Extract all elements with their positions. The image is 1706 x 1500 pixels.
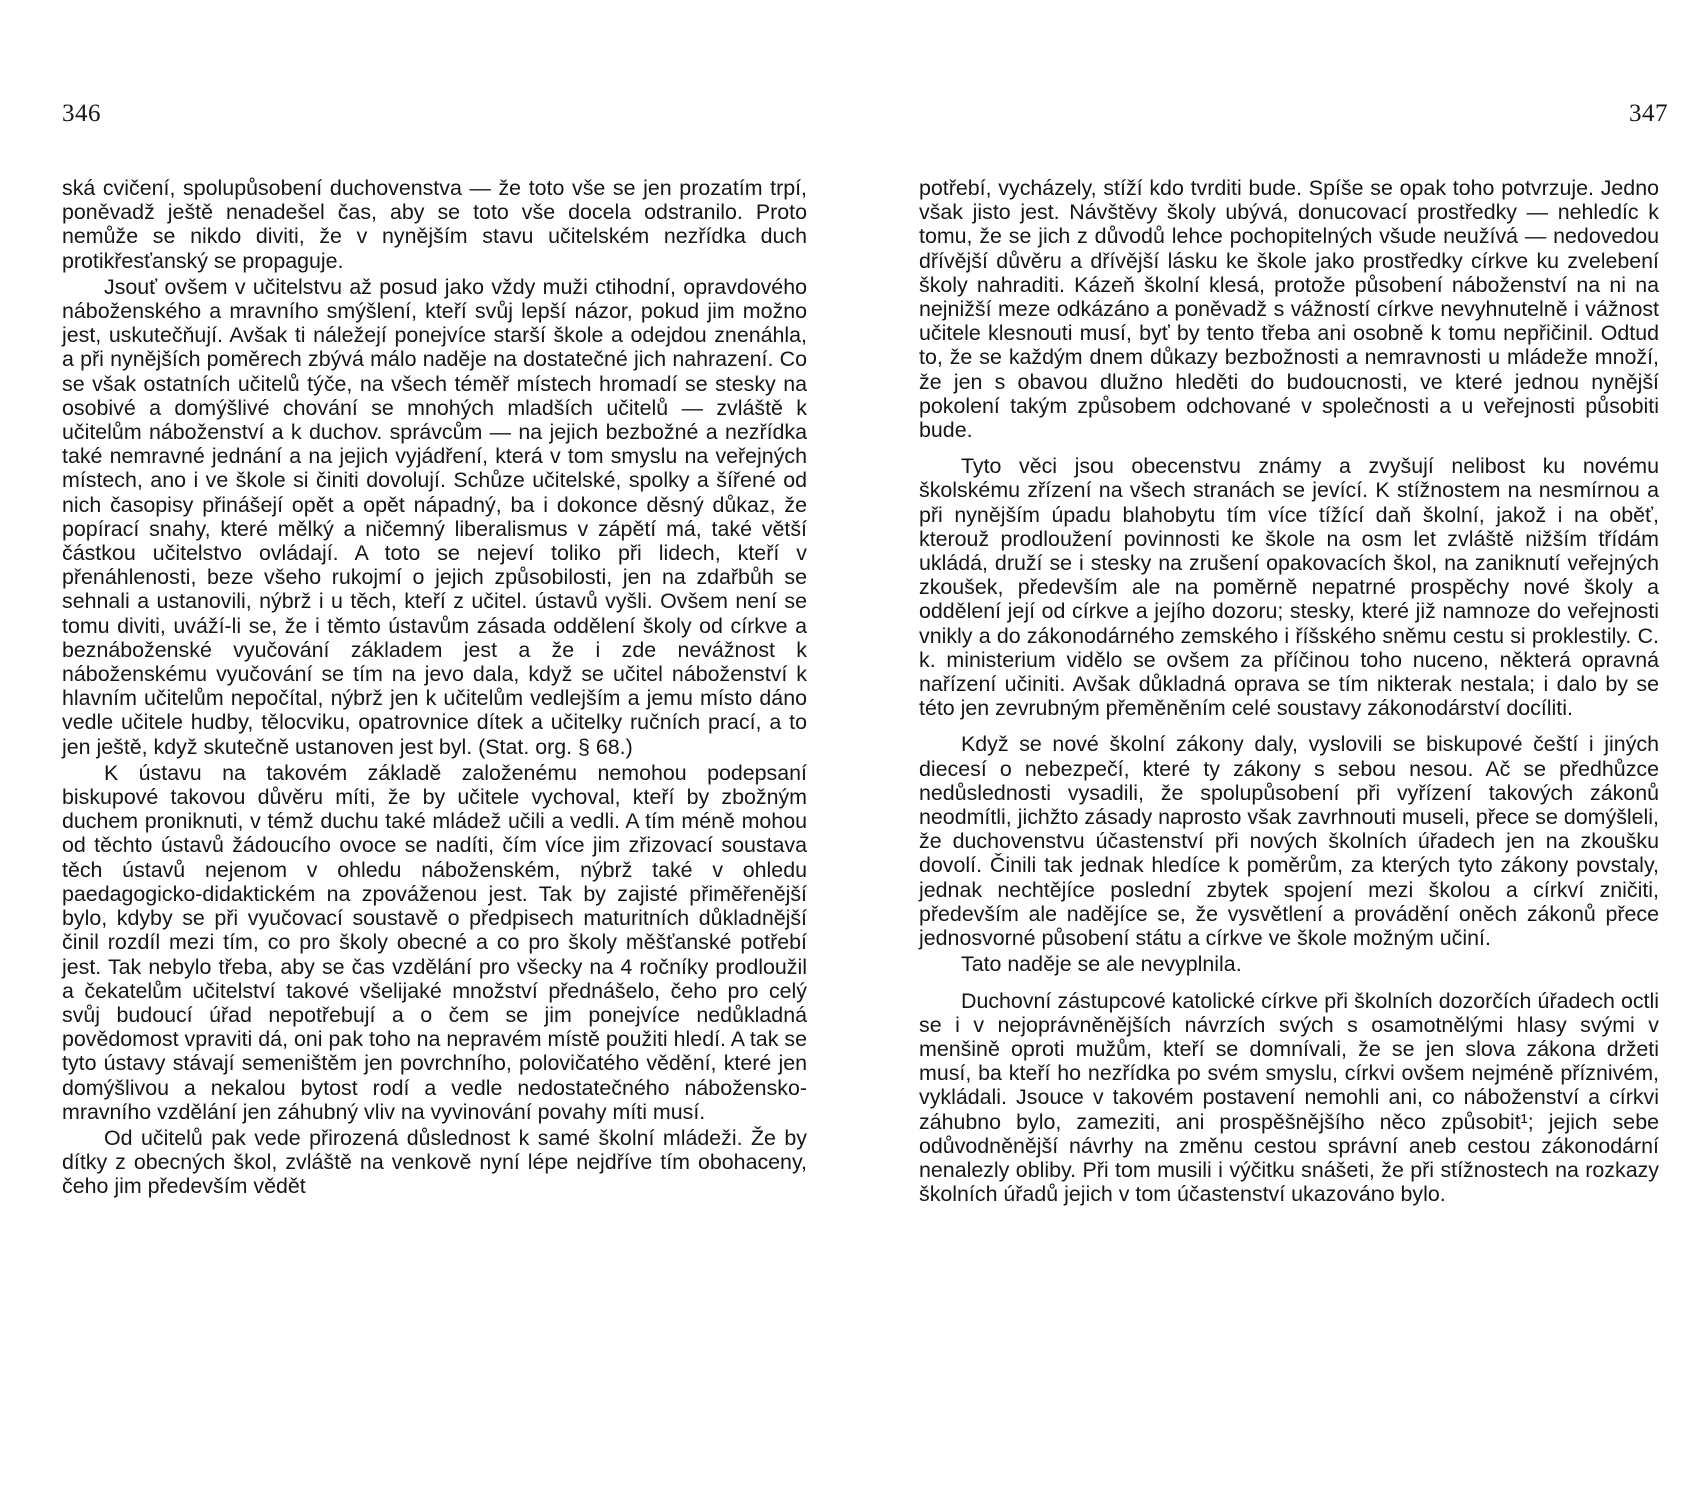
paragraph: Když se nové školní zákony daly, vyslovili se biskupové čeští i jiných diecesí o nebezpečí, které ty zákony s sebou nesou. Ač se předhůzce nedůslednosti vysadili, že spolupůsobení při vyřízení takových zákonů neodmítli, jichžto zásady naprosto však zavrhnouti museli, přece se domýšleli, že duchovenstvu účastenství při nových školních úřadech jen na zkoušku dovolí. Činili tak jednak hledíce k poměrům, za kterých tyto zákony povstaly, jednak nechtějíce poslední zbytek spojení mezi školou a církví zničiti, především ale nadějíce se, že vysvětlení a provádění oněch zákonů přece jednosvorné působení státu a církve ve škole možným učiní. xyxy=(919,732,1659,951)
paragraph: K ústavu na takovém základě založenému nemohou podepsaní biskupové takovou důvěru míti, že by učitele vychoval, kteří by zbožným duchem proniknuti, v témž duchu také mládež učili a vedli. A tím méně mohou od těchto ústavů žádoucího ovoce se nadíti, čím více jim zřizovací soustava těch ústavů nejenom v ohledu náboženském, nýbrž také v ohledu paedagogicko-didaktickém na zpováženou jest. Tak by zajisté přiměřenější bylo, kdyby se při vyučovací soustavě o předpisech maturitních důkladnější činil rozdíl mezi tím, co pro školy obecné a co pro školy měšťanské potřebí jest. Tak nebylo třeba, aby se čas vzdělání pro všecky na 4 ročníky prodloužil a čekatelům učitelství takové všelijaké množství přednášelo, čeho pro celý svůj budoucí úřad nepotřebují a o čem se jim ponejvíce nedůkladná povědomost vpraviti dá, oni pak toho na nepravém místě použiti hledí. A tak se tyto ústavy stávají semeništěm jen povrchního, polovičatého vědění, které jen domýšlivou a nekalou bytost rodí a vedle nedostatečného nábožensko-mravního vzdělání jen záhubný vliv na vyvinování povahy míti musí. xyxy=(62,760,807,1124)
page-number: 346 xyxy=(62,100,101,127)
paragraph: Duchovní zástupcové katolické církve při školních dozorčích úřadech octli se i v nejoprávněnějších návrzích svých s osamotnělými hlasy svými v menšině oproti mužům, kteří se domnívali, že se jen slova zákona držeti musí, ba kteří ho nezřídka po svém smyslu, církvi ovšem nejméně příznivém, vykládali. Jsouce v takovém postavení nemohli ani, co náboženství a církvi záhubno bylo, zameziti, ani prospěšnějšího něco způsobit¹; jejich sebe odůvodněnější návrhy na změnu cestou správní aneb cestou zákonodární nenalezly obliby. Při tom musili i výčitku snášeti, že při stížnostech na rozkazy školních úřadů jejich v tom účastenství ukazováno bylo. xyxy=(919,988,1659,1207)
paragraph: Tato naděje se ale nevyplnila. xyxy=(961,952,1242,977)
paragraph: Tyto věci jsou obecenstvu známy a zvyšují nelibost ku novému školskému zřízení na všech stranách se jevící. K stížnostem na nesmírnou a při nynějším úpadu blahobytu tím více tížící daň školní, jakož i na oběť, kterouž prodloužení povinnosti ke škole na osm let zvláště nižším třídám ukládá, druží se i stesky na zrušení opakovacích škol, na zaniknutí veřejných zkoušek, především ale na poměrně nepatrné prospěchy nové školy a oddělení její od církve a jejího dozoru; stesky, které již namnoze do veřejnosti vnikly a do zákonodárného zemského i říšského sněmu cestu si proklestily. C. k. ministerium vidělo se ovšem za příčinou toho nuceno, některá opravná nařízení učiniti. Avšak důkladná oprava se tím nikterak nestala; i dalo by se této jen zevrubným přeměněním celé soustavy zákonodárství docíliti. xyxy=(919,454,1659,721)
page-text xyxy=(62,176,807,1201)
paragraph: Jsouť ovšem v učitelstvu až posud jako vždy muži ctihodní, opravdového náboženského a mravního smýšlení, kteří svůj lepší názor, pokud jim možno jest, uskutečňují. Avšak ti náležejí ponejvíce starší škole a odejdou znenáhla, a při nynějších poměrech zbývá málo naděje na dostatečné jich nahrazení. Co se však ostatních učitelů týče, na všech téměř místech hromadí se stesky na osobivé a domýšlivé chování se mnohých mladších učitelů — zvláště k učitelům náboženství a k duchov. správcům — na jejich bezbožné a nezřídka také nemravné jednání a na jejich vyjádření, která v tom smyslu na veřejných místech, ano i ve škole si činiti dovolují. Schůze učitelské, spolky a šířené od nich časopisy přinášejí opět a opět nápadný, ba i dokonce děsný důkaz, že popírací snahy, které mělký a ničemný liberalismus v zápětí má, také větší částkou učitelstvo ovládají. A toto se nejeví toliko při lidech, kteří v přenáhlenosti, beze všeho rukojmí o jejich způsobilosti, jen na zdařbůh se sehnali a ustanovili, nýbrž i u těch, kteří z učitel. ústavů vyšli. Ovšem není se tomu diviti, uváží-li se, že i těmto ústavům zásada oddělení školy od církve a beznáboženské vyučování základem jest a že i zde nevážnost k náboženskému vyučování se tím na jevo dala, když se učitel náboženství k hlavním učitelům nepočítal, nýbrž jen k učitelům vedlejším a jemu místo dáno vedle učitele hudby, tělocviku, opatrovnice dítek a učitelky ručních prací, a to jen ještě, když skutečně ustanoven jest byl. (Stat. org. § 68.) xyxy=(62,274,807,759)
paragraph: potřebí, vycházely, stíží kdo tvrditi bude. Spíše se opak toho potvrzuje. Jedno však jisto jest. Návštěvy školy ubývá, donucovací prostředky — nehledíc k tomu, že se jich z důvodů lehce pochopitelných všude neužívá — nedovedou dřívější důvěru a dřívější lásku ke škole jako prostředky církve ku zvelebení školy nahraditi. Kázeň školní klesá, protože působení náboženství na ni na nejnižší meze odkázáno a poněvadž s vážností církve nevyhnutelně i vážnost učitele klesnouti musí, byť by tento třeba ani osobně k tomu nepřičinil. Odtud to, že se každým dnem důkazy bezbožnosti a nemravnosti u mládeže množí, že jen s obavou dlužno hleděti do budoucnosti, ve které jednou nynější pokolení takým způsobem odchované v společnosti a u veřejnosti působiti bude. xyxy=(919,176,1659,443)
paragraph: Od učitelů pak vede přirozená důslednost k samé školní mládeži. Že by dítky z obecných škol, zvláště na venkově nyní lépe nejdříve tím obohaceny, čeho jim především vědět xyxy=(62,1125,807,1199)
paragraph: ská cvičení, spolupůsobení duchovenstva — že toto vše se jen prozatím trpí, poněvadž ještě nenadešel čas, aby se toto vše docela odstranilo. Proto nemůže se nikdo diviti, že v nynějším stavu učitelském nezřídka duch protikřesťanský se propaguje. xyxy=(62,176,807,273)
page-text xyxy=(919,176,1659,1208)
page-number: 347 xyxy=(1629,100,1668,127)
right-page xyxy=(853,0,1706,1500)
